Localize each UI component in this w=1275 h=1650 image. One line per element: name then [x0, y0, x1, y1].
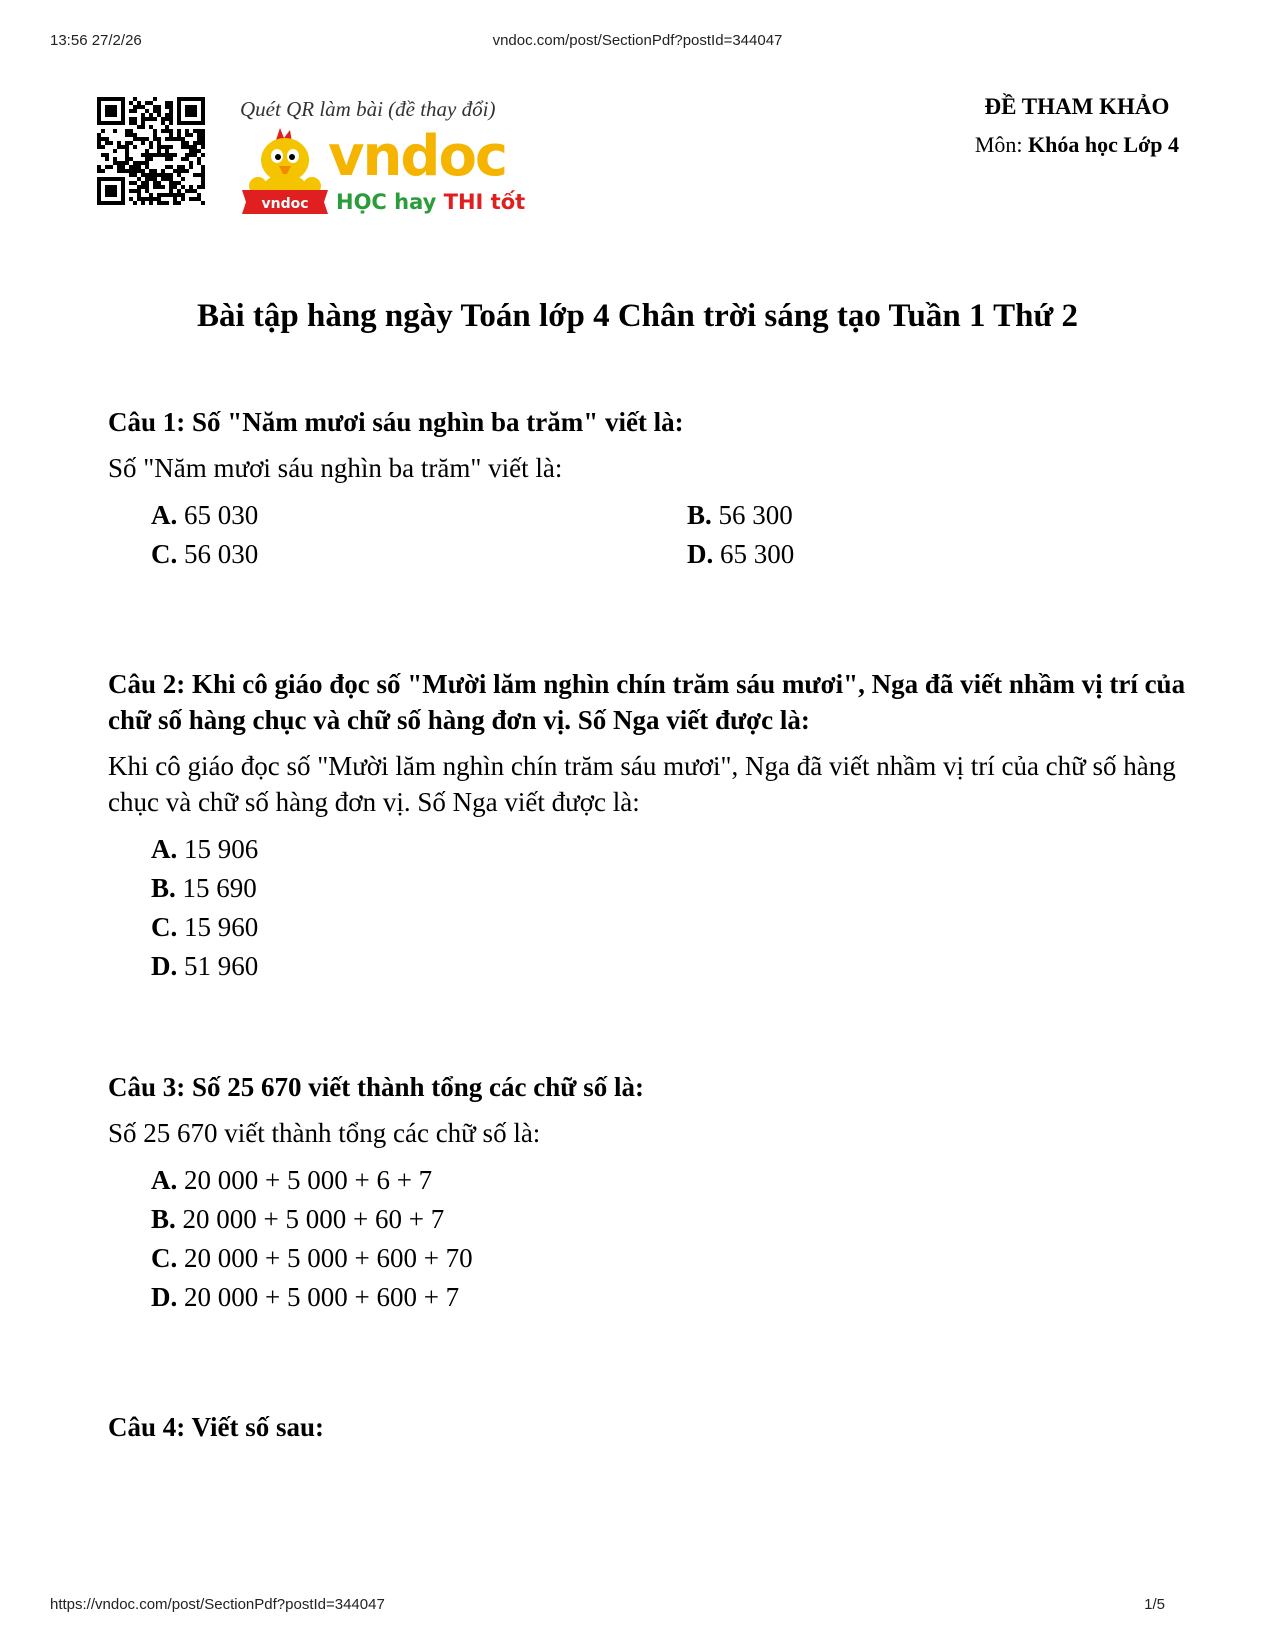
qr-code	[97, 97, 205, 205]
question-text: Số 25 670 viết thành tổng các chữ số là:	[108, 1118, 541, 1148]
vndoc-logo[interactable]	[240, 124, 530, 220]
page-title: Bài tập hàng ngày Toán lớp 4 Chân trời sáng tạo Tuần 1 Thứ 2	[196, 298, 1079, 334]
question-heading: Câu 3: Số 25 670 viết thành tổng các chữ số là:	[108, 1072, 644, 1102]
answer-options	[151, 830, 1188, 986]
page-number: 1/5	[1144, 1596, 1165, 1613]
option-b[interactable]: B. 20 000 + 5 000 + 60 + 7	[151, 1204, 445, 1234]
question-1	[108, 404, 1188, 574]
question-text: Khi cô giáo đọc số "Mười lăm nghìn chín trăm sáu mươi", Nga đã viết nhầm vị trí của chữ số hàng chục và chữ số hàng đơn vị. Số Nga viết được là:	[108, 751, 1176, 817]
option-b[interactable]: B. 56 300	[687, 500, 793, 530]
answer-options	[151, 496, 1188, 574]
option-a[interactable]: A. 15 906	[151, 834, 259, 864]
qr-finder-pattern	[177, 97, 205, 125]
option-c[interactable]: C. 15 960	[151, 912, 259, 942]
chick-mascot-icon	[240, 128, 330, 220]
option-b[interactable]: B. 15 690	[151, 873, 257, 903]
answer-options	[151, 1161, 1188, 1317]
footer-url: https://vndoc.com/post/SectionPdf?postId=344047	[50, 1596, 385, 1613]
slogan-part2: THI tốt	[443, 190, 526, 214]
subject-line	[975, 132, 1179, 158]
option-c[interactable]: C. 56 030	[151, 539, 259, 569]
print-header	[0, 32, 1275, 52]
option-d[interactable]: D. 20 000 + 5 000 + 600 + 7	[151, 1282, 460, 1312]
question-heading: Câu 2: Khi cô giáo đọc số "Mười lăm nghìn chín trăm sáu mươi", Nga đã viết nhầm vị trí của chữ số hàng chục và chữ số hàng đơn vị. Số Nga viết được là:	[108, 669, 1186, 735]
badge-text: vndoc	[261, 196, 309, 212]
logo-slogan	[336, 190, 525, 214]
reference-title: ĐỀ THAM KHẢO	[984, 94, 1170, 119]
scan-qr-text: Quét QR làm bài (đề thay đổi)	[240, 97, 496, 121]
question-4	[108, 1409, 1188, 1445]
question-heading: Câu 1: Số "Năm mươi sáu nghìn ba trăm" viết là:	[108, 407, 684, 437]
print-footer	[0, 1596, 1275, 1616]
question-3	[108, 1069, 1188, 1317]
subject-value: Khóa học Lớp 4	[1028, 132, 1179, 157]
qr-finder-pattern	[97, 177, 125, 205]
qr-finder-pattern	[97, 97, 125, 125]
option-a[interactable]: A. 20 000 + 5 000 + 6 + 7	[151, 1165, 433, 1195]
option-d[interactable]: D. 51 960	[151, 951, 259, 981]
option-d[interactable]: D. 65 300	[687, 539, 795, 569]
slogan-part1: HỌC hay	[336, 190, 437, 214]
question-heading: Câu 4: Viết số sau:	[108, 1412, 325, 1442]
logo-wordmark: vndoc	[328, 124, 507, 189]
option-a[interactable]: A. 65 030	[151, 500, 259, 530]
question-text: Số "Năm mươi sáu nghìn ba trăm" viết là:	[108, 453, 563, 483]
question-2	[108, 666, 1188, 986]
print-url: vndoc.com/post/SectionPdf?postId=344047	[492, 32, 783, 49]
subject-label: Môn:	[974, 132, 1023, 157]
print-datetime: 13:56 27/2/26	[50, 32, 142, 49]
reference-block	[975, 94, 1179, 158]
option-c[interactable]: C. 20 000 + 5 000 + 600 + 70	[151, 1243, 473, 1273]
